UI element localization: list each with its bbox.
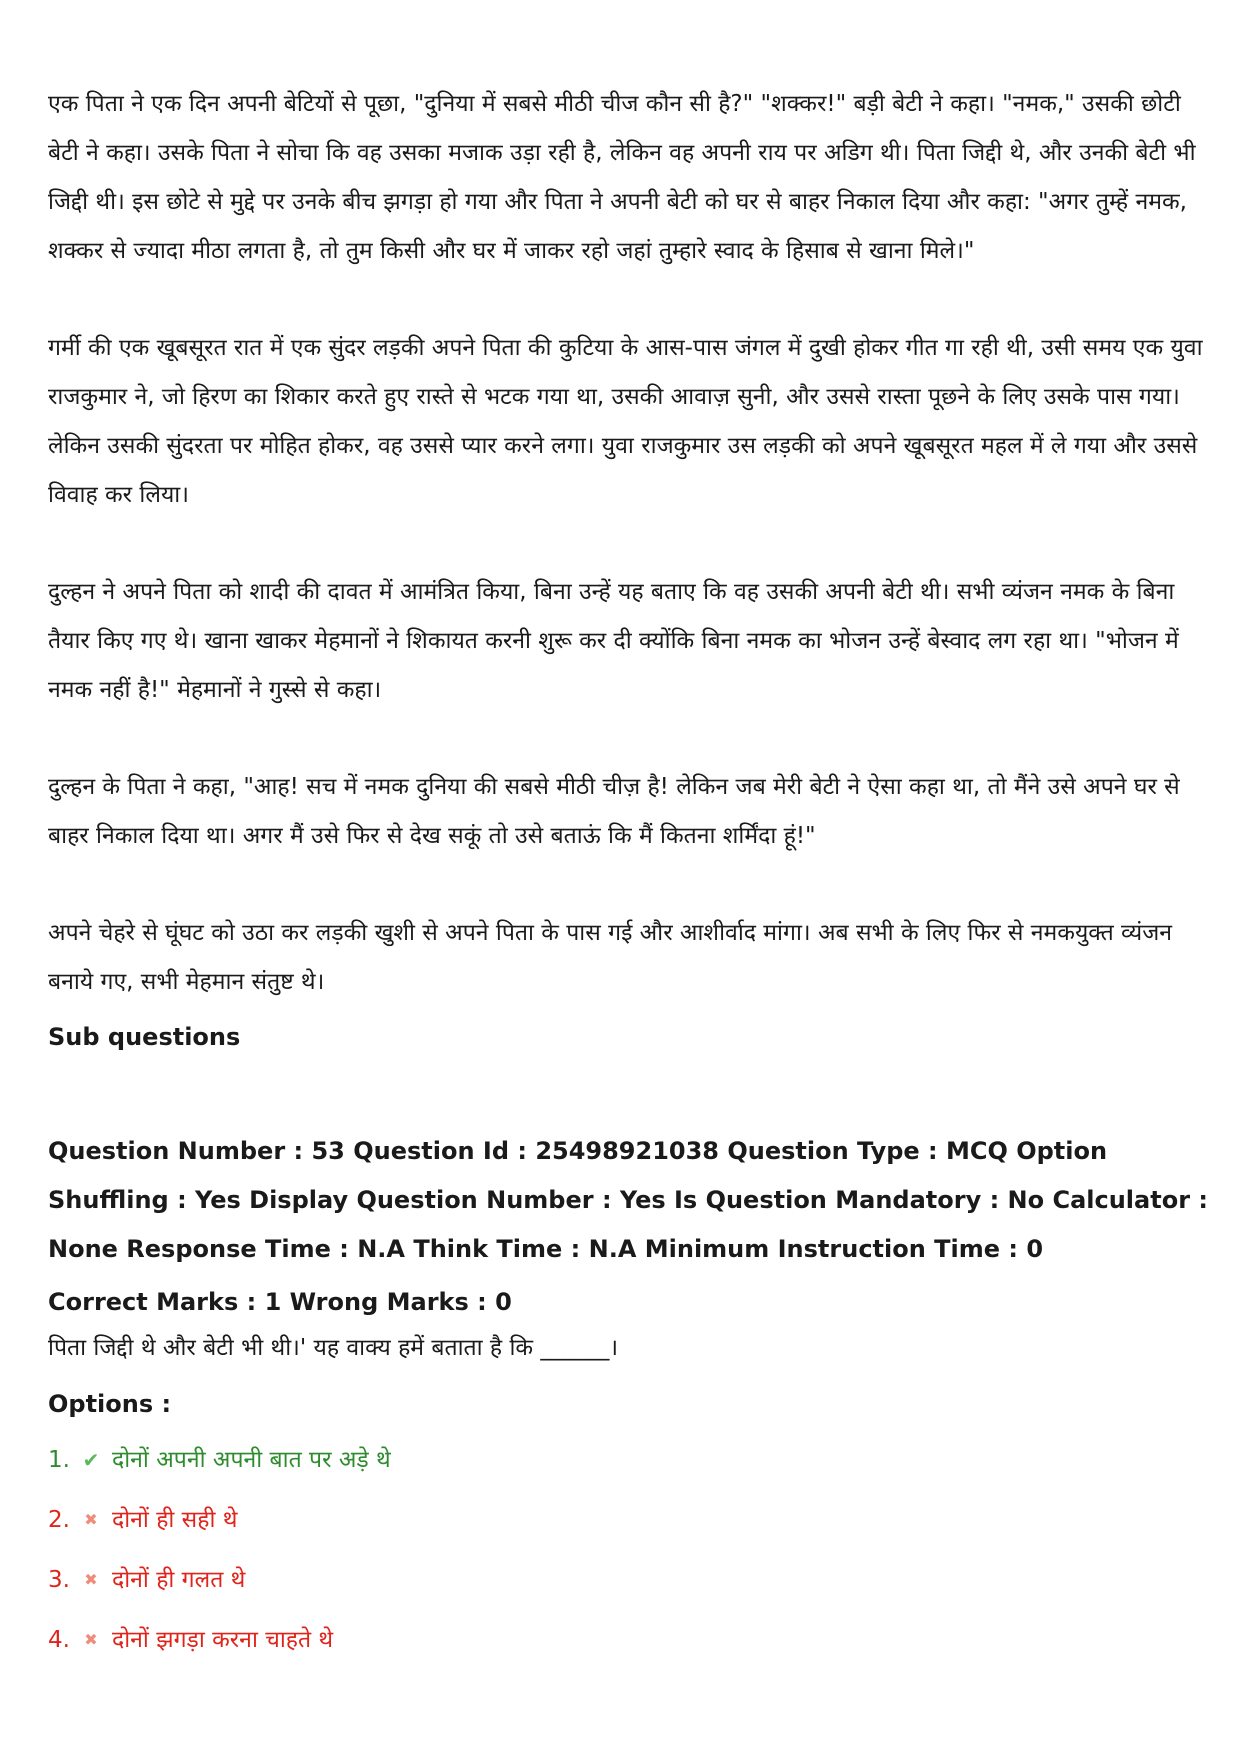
passage-paragraph-5: अपने चेहरे से घूंघट को उठा कर लड़की खुशी से अपने पिता के पास गई और आशीर्वाद मांगा। अब सभी के लिए फिर से नमकयुक्त व्यंजन बनाये गए, सभी मेहमान संतुष्ट थे। (48, 920, 1173, 995)
question-page (48, 80, 1208, 1670)
option-3 (48, 1550, 1208, 1610)
cross-icon: ✖ (84, 1630, 98, 1649)
question-text: पिता जिद्दी थे और बेटी भी थी।' यह वाक्य हमें बताता है कि ______। (48, 1335, 619, 1361)
option-number: 2. (48, 1507, 70, 1533)
question-marks: Correct Marks : 1 Wrong Marks : 0 (48, 1288, 512, 1316)
option-text: दोनों झगड़ा करना चाहते थे (112, 1627, 334, 1653)
option-1 (48, 1430, 1208, 1490)
sub-questions-heading: Sub questions (48, 1023, 241, 1051)
question-meta: Question Number : 53 Question Id : 25498921038 Question Type : MCQ Option Shuffling : Yes Display Question Number : Yes Is Question Mandatory : No Calculator : None Response Time : N.A Think Time : N.A Minimum Instruction Time : 0 (48, 1137, 1208, 1263)
passage-paragraph-4: दुल्हन के पिता ने कहा, "आह! सच में नमक दुनिया की सबसे मीठी चीज़ है! लेकिन जब मेरी बेटी ने ऐसा कहा था, तो मैंने उसे अपने घर से बाहर निकाल दिया था। अगर मैं उसे फिर से देख सकूं तो उसे बताऊं कि मैं कितना शर्मिंदा हूं!" (48, 774, 1180, 849)
passage-paragraph-3: दुल्हन ने अपने पिता को शादी की दावत में आमंत्रित किया, बिना उन्हें यह बताए कि वह उसकी अपनी बेटी थी। सभी व्यंजन नमक के बिना तैयार किए गए थे। खाना खाकर मेहमानों ने शिकायत करनी शुरू कर दी क्योंकि बिना नमक का भोजन उन्हें बेस्वाद लग रहा था। "भोजन में नमक नहीं है!" मेहमानों ने गुस्से से कहा। (48, 579, 1179, 703)
option-text: दोनों अपनी अपनी बात पर अड़े थे (112, 1447, 391, 1473)
option-2 (48, 1490, 1208, 1550)
passage-paragraph-2: गर्मी की एक खूबसूरत रात में एक सुंदर लड़की अपने पिता की कुटिया के आस-पास जंगल में दुखी होकर गीत गा रही थी, उसी समय एक युवा राजकुमार ने, जो हिरण का शिकार करते हुए रास्ते से भटक गया था, उसकी आवाज़ सुनी, और उससे रास्ता पूछने के लिए उसके पास गया। लेकिन उसकी सुंदरता पर मोहित होकर, वह उससे प्यार करने लगा। युवा राजकुमार उस लड़की को अपने खूबसूरत महल में ले गया और उससे विवाह कर लिया। (48, 335, 1203, 508)
cross-icon: ✖ (84, 1570, 98, 1589)
check-icon: ✔ (82, 1448, 100, 1472)
options-heading: Options : (48, 1390, 172, 1418)
cross-icon: ✖ (84, 1510, 98, 1529)
option-number: 1. (48, 1447, 70, 1473)
passage-paragraph-1: एक पिता ने एक दिन अपनी बेटियों से पूछा, "दुनिया में सबसे मीठी चीज कौन सी है?" "शक्कर!" बड़ी बेटी ने कहा। "नमक," उसकी छोटी बेटी ने कहा। उसके पिता ने सोचा कि वह उसका मजाक उड़ा रही है, लेकिन वह अपनी राय पर अडिग थी। पिता जिद्दी थे, और उनकी बेटी भी जिद्दी थी। इस छोटे से मुद्दे पर उनके बीच झगड़ा हो गया और पिता ने अपनी बेटी को घर से बाहर निकाल दिया और कहा: "अगर तुम्हें नमक, शक्कर से ज्यादा मीठा लगता है, तो तुम किसी और घर में जाकर रहो जहां तुम्हारे स्वाद के हिसाब से खाना मिले।" (48, 91, 1196, 264)
option-number: 3. (48, 1567, 70, 1593)
option-number: 4. (48, 1627, 70, 1653)
option-text: दोनों ही सही थे (112, 1507, 238, 1533)
option-text: दोनों ही गलत थे (112, 1567, 246, 1593)
option-4 (48, 1610, 1208, 1670)
